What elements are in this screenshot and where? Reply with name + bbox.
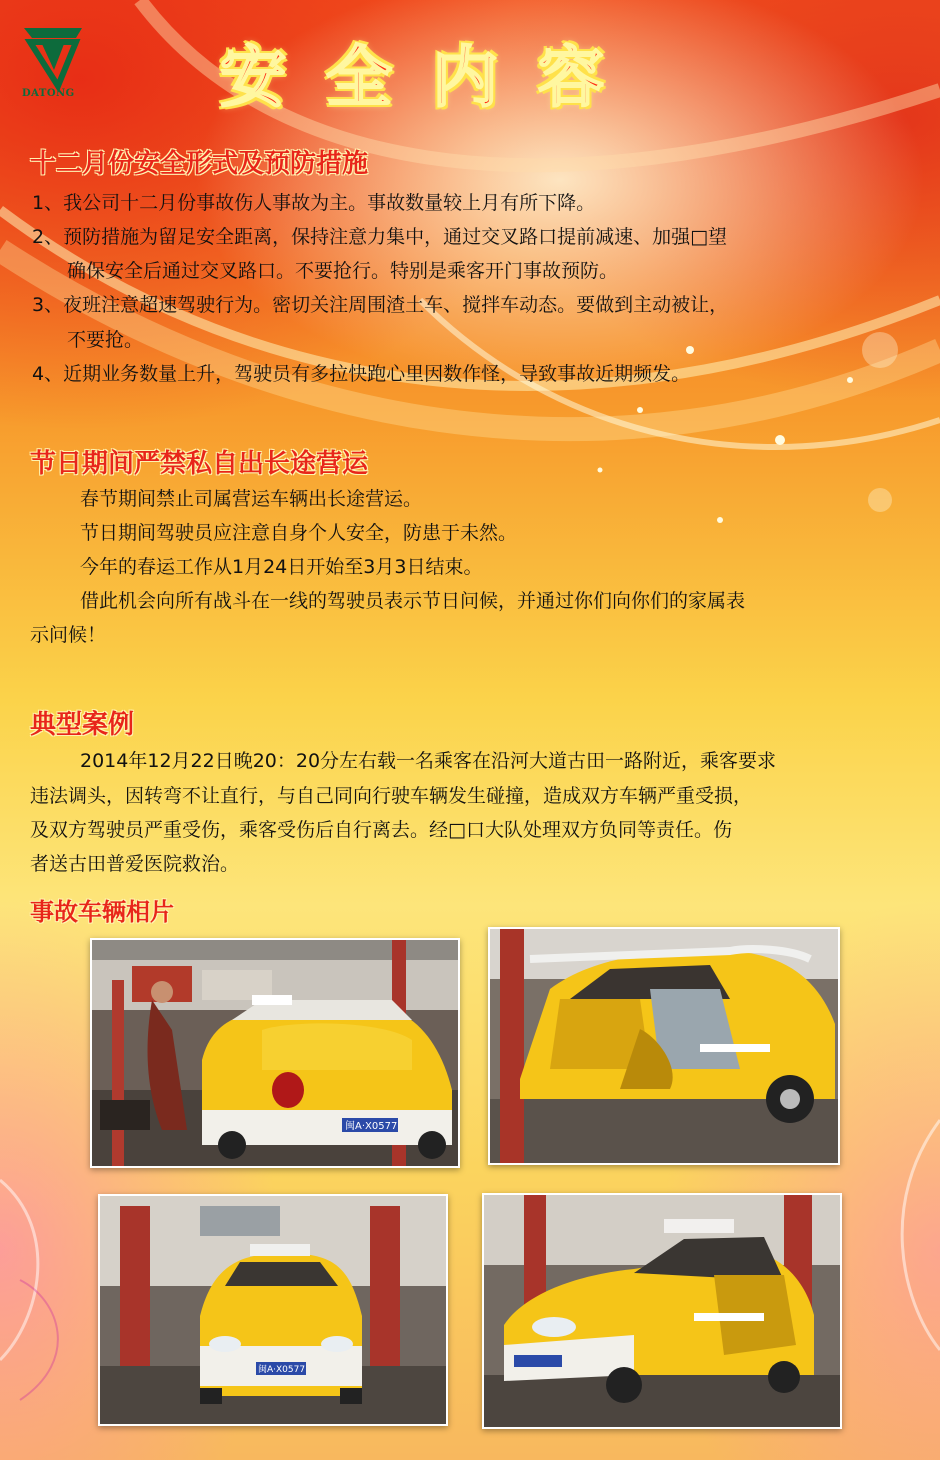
case-line-3: 及双方驾驶员严重受伤，乘客受伤后自行离去。经□口大队处理双方负同等责任。伤: [30, 819, 732, 841]
plate-text-1: 闽A·X0577: [345, 1121, 398, 1132]
logo-text: DATONG: [22, 88, 75, 99]
holiday-line-4: 借此机会向所有战斗在一线的驾驶员表示节日问候，并通过你们向你们的家属表: [80, 590, 746, 612]
holiday-line-1: 春节期间禁止司属营运车辆出长途营运。: [80, 488, 423, 510]
december-line-5: 不要抢。: [67, 329, 144, 351]
accident-photo-front-side: [482, 1193, 842, 1429]
holiday-line-3: 今年的春运工作从1月24日开始至3月3日结束。: [80, 556, 483, 578]
accident-photo-front: [98, 1194, 448, 1426]
december-line-4: 3、夜班注意超速驾驶行为。密切关注周围渣土车、搅拌车动态。要做到主动被让，: [32, 294, 729, 316]
december-line-6: 4、近期业务数量上升，驾驶员有多拉快跑心里因数作怪，导致事故近期频发。: [32, 363, 691, 385]
section-heading-holiday: 节日期间严禁私自出长途营运: [30, 449, 369, 479]
plate-text-2: 闽A·X0577: [258, 1365, 306, 1375]
section-heading-photos: 事故车辆相片: [30, 898, 174, 926]
case-line-2: 违法调头，因转弯不让直行，与自己同向行驶车辆发生碰撞，造成双方车辆严重受损，: [30, 785, 753, 807]
december-line-2: 2、预防措施为留足安全距离，保持注意力集中，通过交叉路口提前减速、加强□望: [32, 226, 728, 248]
holiday-line-2: 节日期间驾驶员应注意自身个人安全，防患于未然。: [80, 522, 518, 544]
section-heading-december: 十二月份安全形式及预防措施: [30, 149, 369, 179]
case-line-1: 2014年12月22日晚20：20分左右载一名乘客在沿河大道古田一路附近，乘客要求: [80, 750, 777, 772]
section-heading-case: 典型案例: [30, 710, 135, 740]
december-line-1: 1、我公司十二月份事故伤人事故为主。事故数量较上月有所下降。: [32, 192, 596, 214]
holiday-line-5: 示问候！: [30, 624, 107, 646]
case-line-4: 者送古田普爱医院救治。: [30, 853, 240, 875]
december-line-3: 确保安全后通过交叉路口。不要抢行。特别是乘客开门事故预防。: [67, 260, 619, 282]
accident-photo-side-damage: [488, 927, 840, 1165]
page-title: 安全内容: [220, 39, 644, 116]
accident-photo-rear: [90, 938, 460, 1168]
